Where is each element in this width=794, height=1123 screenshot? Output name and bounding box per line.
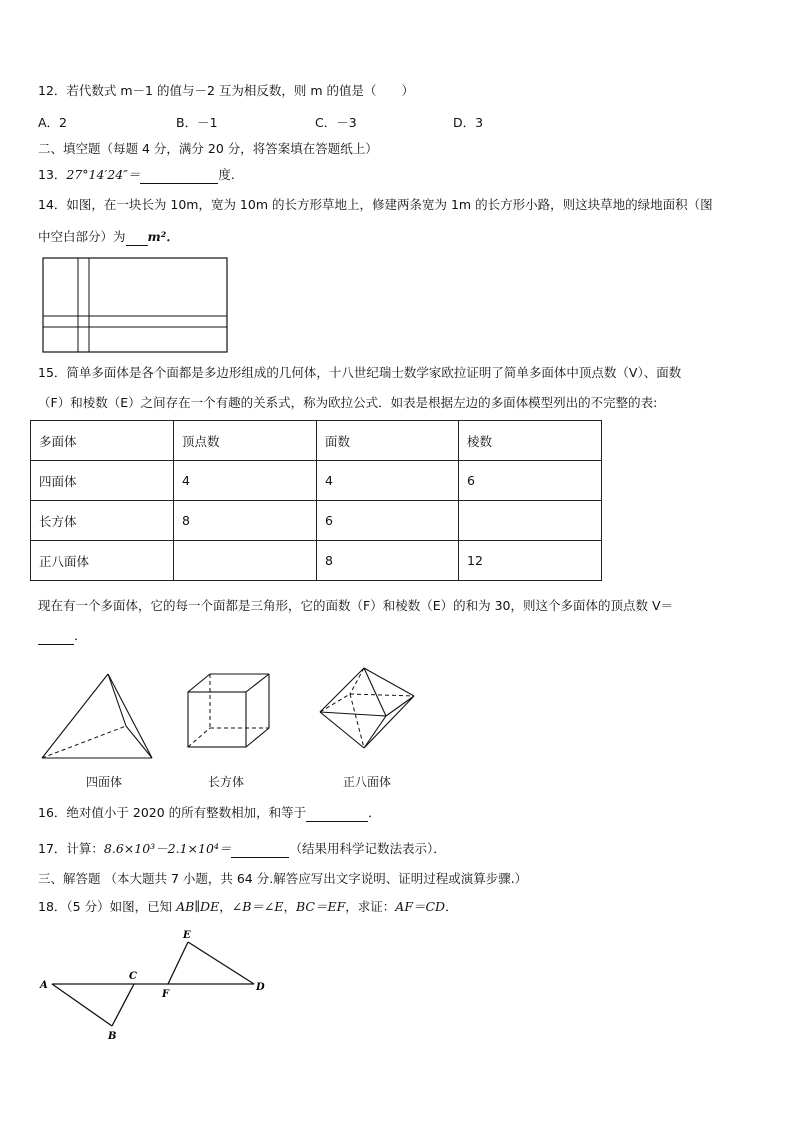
q15-answer-blank — [38, 630, 74, 645]
q14-line-1: 14．如图，在一块长为 10m，宽为 10m 的长方形草地上，修建两条宽为 1m 的长方形小路，则这块草地的绿地面积（图 — [38, 197, 713, 212]
q12-option-d: D．3 — [453, 115, 484, 130]
table-cell: 4 — [174, 461, 317, 501]
q13-suffix: 度. — [218, 167, 235, 182]
q18-end: ． — [445, 899, 458, 914]
q15-after-line-1: 现在有一个多面体，它的每一个面都是三角形，它的面数（F）和棱数（E）的和为 30，则这个多面体的顶点数 V＝ — [38, 598, 673, 613]
q15-end: ． — [74, 628, 87, 643]
q18-separator: ，求证： — [345, 899, 396, 914]
table-row — [31, 461, 602, 501]
table-header-cell: 面数 — [317, 421, 459, 461]
table-cell: 6 — [317, 501, 459, 541]
point-label-b: B — [108, 1031, 117, 1042]
q12-option-a: A．2 — [38, 115, 68, 130]
q14-unit: m²． — [147, 229, 179, 244]
q14-line-2 — [38, 228, 179, 246]
q18 — [38, 898, 458, 916]
q13-answer-blank — [140, 169, 218, 184]
q17 — [38, 840, 446, 858]
q17-suffix: （结果用科学记数法表示）． — [289, 841, 446, 856]
table-row — [31, 501, 602, 541]
q18-condition-parallel: AB∥DE — [176, 899, 220, 914]
q14-text: 中空白部分）为 — [38, 229, 126, 244]
point-label-c: C — [129, 971, 137, 982]
q16-text: 16．绝对值小于 2020 的所有整数相加，和等于 — [38, 805, 307, 820]
section-2-heading: 二、填空题（每题 4 分，满分 20 分，将答案填在答题纸上） — [38, 141, 378, 156]
point-label-d: D — [256, 982, 265, 993]
q15-line-2: （F）和棱数（E）之间存在一个有趣的关系式，称为欧拉公式．如表是根据左边的多面体模型列出的不完整的表: — [38, 395, 658, 410]
point-label-e: E — [183, 930, 191, 941]
section-3-heading: 三、解答题 （本大题共 7 小题，共 64 分.解答应写出文字说明、证明过程或演算步骤.） — [38, 871, 528, 886]
q18-goal: AF＝CD — [395, 899, 446, 914]
octahedron-caption: 正八面体 — [343, 775, 392, 789]
cuboid-caption: 长方体 — [208, 775, 245, 789]
q17-expression: 8.6×10³－2.1×10⁴＝ — [103, 841, 232, 856]
table-header-cell: 顶点数 — [174, 421, 317, 461]
table-row — [31, 541, 602, 581]
tetrahedron-figure — [38, 670, 158, 762]
q14-answer-blank — [126, 231, 148, 246]
table-cell: 8 — [174, 501, 317, 541]
q15-line-1: 15．简单多面体是各个面都是多边形组成的几何体，十八世纪瑞士数学家欧拉证明了简单多面体中顶点数（V）、面数 — [38, 365, 682, 380]
octahedron-figure — [316, 664, 420, 754]
table-cell: 4 — [317, 461, 459, 501]
table-header-cell: 棱数 — [459, 421, 602, 461]
q16-answer-blank — [306, 807, 368, 822]
q12-option-c: C．－3 — [315, 115, 357, 130]
table-cell: 四面体 — [31, 461, 174, 501]
table-cell — [459, 501, 602, 541]
point-label-f: F — [162, 989, 170, 1000]
q13-expression: 27°14′24″＝ — [66, 167, 141, 182]
q16 — [38, 804, 381, 822]
table-cell: 12 — [459, 541, 602, 581]
table-cell: 长方体 — [31, 501, 174, 541]
q12-option-b: B．－1 — [176, 115, 218, 130]
q13 — [38, 166, 235, 184]
q12-stem: 12．若代数式 m－1 的值与－2 互为相反数，则 m 的值是（ ） — [38, 83, 415, 98]
q18-separator: ， — [219, 899, 232, 914]
table-cell: 正八面体 — [31, 541, 174, 581]
table-header-row — [31, 421, 602, 461]
tetrahedron-caption: 四面体 — [86, 775, 123, 789]
table-cell: 8 — [317, 541, 459, 581]
table-cell: 6 — [459, 461, 602, 501]
q18-condition-length: BC＝EF — [296, 899, 346, 914]
polyhedra-table — [30, 420, 602, 581]
q18-geometry-figure — [36, 924, 276, 1044]
q18-prefix: 18．（5 分）如图，已知 — [38, 899, 177, 914]
q17-answer-blank — [231, 843, 289, 858]
q16-suffix: ． — [368, 805, 381, 820]
cuboid-figure — [183, 670, 283, 750]
q18-separator: ， — [283, 899, 296, 914]
table-header-cell: 多面体 — [31, 421, 174, 461]
q17-prefix: 17．计算： — [38, 841, 104, 856]
q18-condition-angle: ∠B＝∠E — [231, 899, 284, 914]
q15-after-line-2 — [38, 627, 87, 645]
lawn-figure — [40, 255, 240, 355]
table-cell — [174, 541, 317, 581]
q13-number: 13． — [38, 167, 67, 182]
point-label-a: A — [40, 980, 48, 991]
